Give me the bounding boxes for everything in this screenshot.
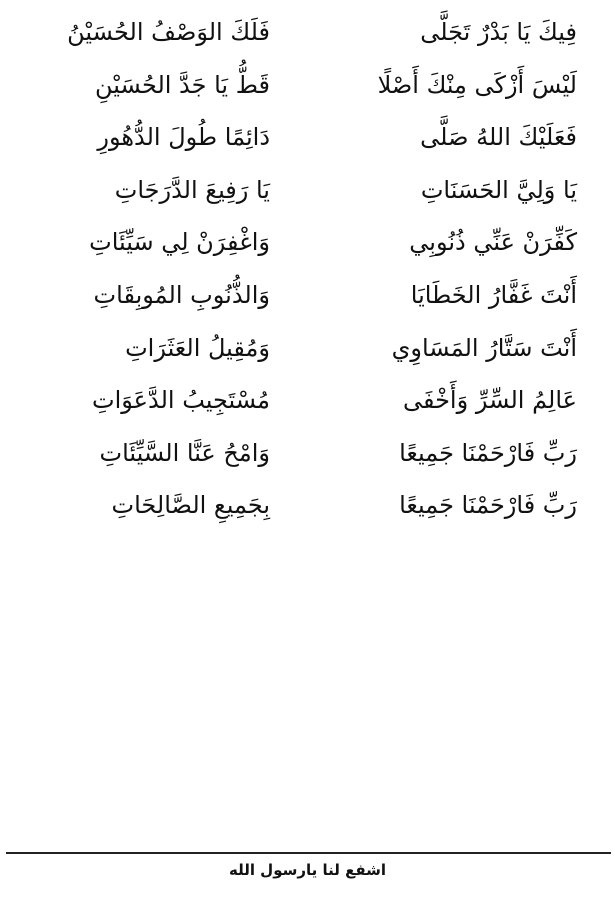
poem bbox=[0, 8, 615, 534]
verse-10 bbox=[0, 481, 615, 534]
verse-1 bbox=[0, 8, 615, 61]
verse-first-half: فِيكَ يَا بَدْرٌ تَجَلَّى bbox=[420, 18, 577, 46]
verse-2 bbox=[0, 61, 615, 114]
verse-8 bbox=[0, 376, 615, 429]
footer-caption: اشفع لنا يارسول الله bbox=[228, 861, 387, 879]
verse-first-half: لَيْسَ أَزْكَى مِنْكَ أَصْلًا bbox=[377, 70, 577, 99]
verse-second-half: وَاغْفِرَنْ لِي سَيِّئَاتِ bbox=[89, 228, 270, 257]
verse-first-half: رَبِّ فَارْحَمْنَا جَمِيعًا bbox=[399, 438, 577, 467]
verse-first-half: رَبِّ فَارْحَمْنَا جَمِيعًا bbox=[399, 491, 577, 520]
verse-second-half: مُسْتَجِيبُ الدَّعَوَاتِ bbox=[92, 386, 270, 415]
verse-6 bbox=[0, 271, 615, 324]
verse-7 bbox=[0, 324, 615, 377]
verse-first-half: أَنْتَ غَفَّارُ الخَطَايَا bbox=[410, 280, 577, 309]
footer-divider bbox=[6, 852, 611, 854]
verse-first-half: أَنْتَ سَتَّارُ المَسَاوِي bbox=[391, 333, 577, 362]
verse-second-half: بِجَمِيعِ الصَّالِحَاتِ bbox=[111, 491, 270, 520]
verse-second-half: قَطُّ يَا جَدَّ الحُسَيْنِ bbox=[95, 70, 270, 99]
verse-second-half: دَائِمًا طُولَ الدُّهُورِ bbox=[97, 123, 270, 152]
verse-second-half: يَا رَفِيعَ الدَّرَجَاتِ bbox=[114, 175, 270, 204]
verse-second-half: وَالذُّنُوبِ المُوبِقَاتِ bbox=[93, 280, 270, 309]
verse-second-half: وَامْحُ عَنَّا السَّيِّئَاتِ bbox=[99, 438, 270, 467]
verse-first-half: يَا وَلِيَّ الحَسَنَاتِ bbox=[420, 175, 577, 204]
verse-first-half: كَفِّرَنْ عَنِّي ذُنُوبِي bbox=[409, 228, 577, 257]
verse-9 bbox=[0, 429, 615, 482]
verse-3 bbox=[0, 113, 615, 166]
verse-second-half: فَلَكَ الوَصْفُ الحُسَيْنُ bbox=[67, 18, 270, 46]
verse-4 bbox=[0, 166, 615, 219]
verse-first-half: فَعَلَيْكَ اللهُ صَلَّى bbox=[420, 123, 577, 152]
verse-first-half: عَالِمُ السِّرِّ وَأَخْفَى bbox=[402, 386, 577, 415]
verse-second-half: وَمُقِيلُ العَثَرَاتِ bbox=[125, 333, 270, 362]
verse-5 bbox=[0, 218, 615, 271]
